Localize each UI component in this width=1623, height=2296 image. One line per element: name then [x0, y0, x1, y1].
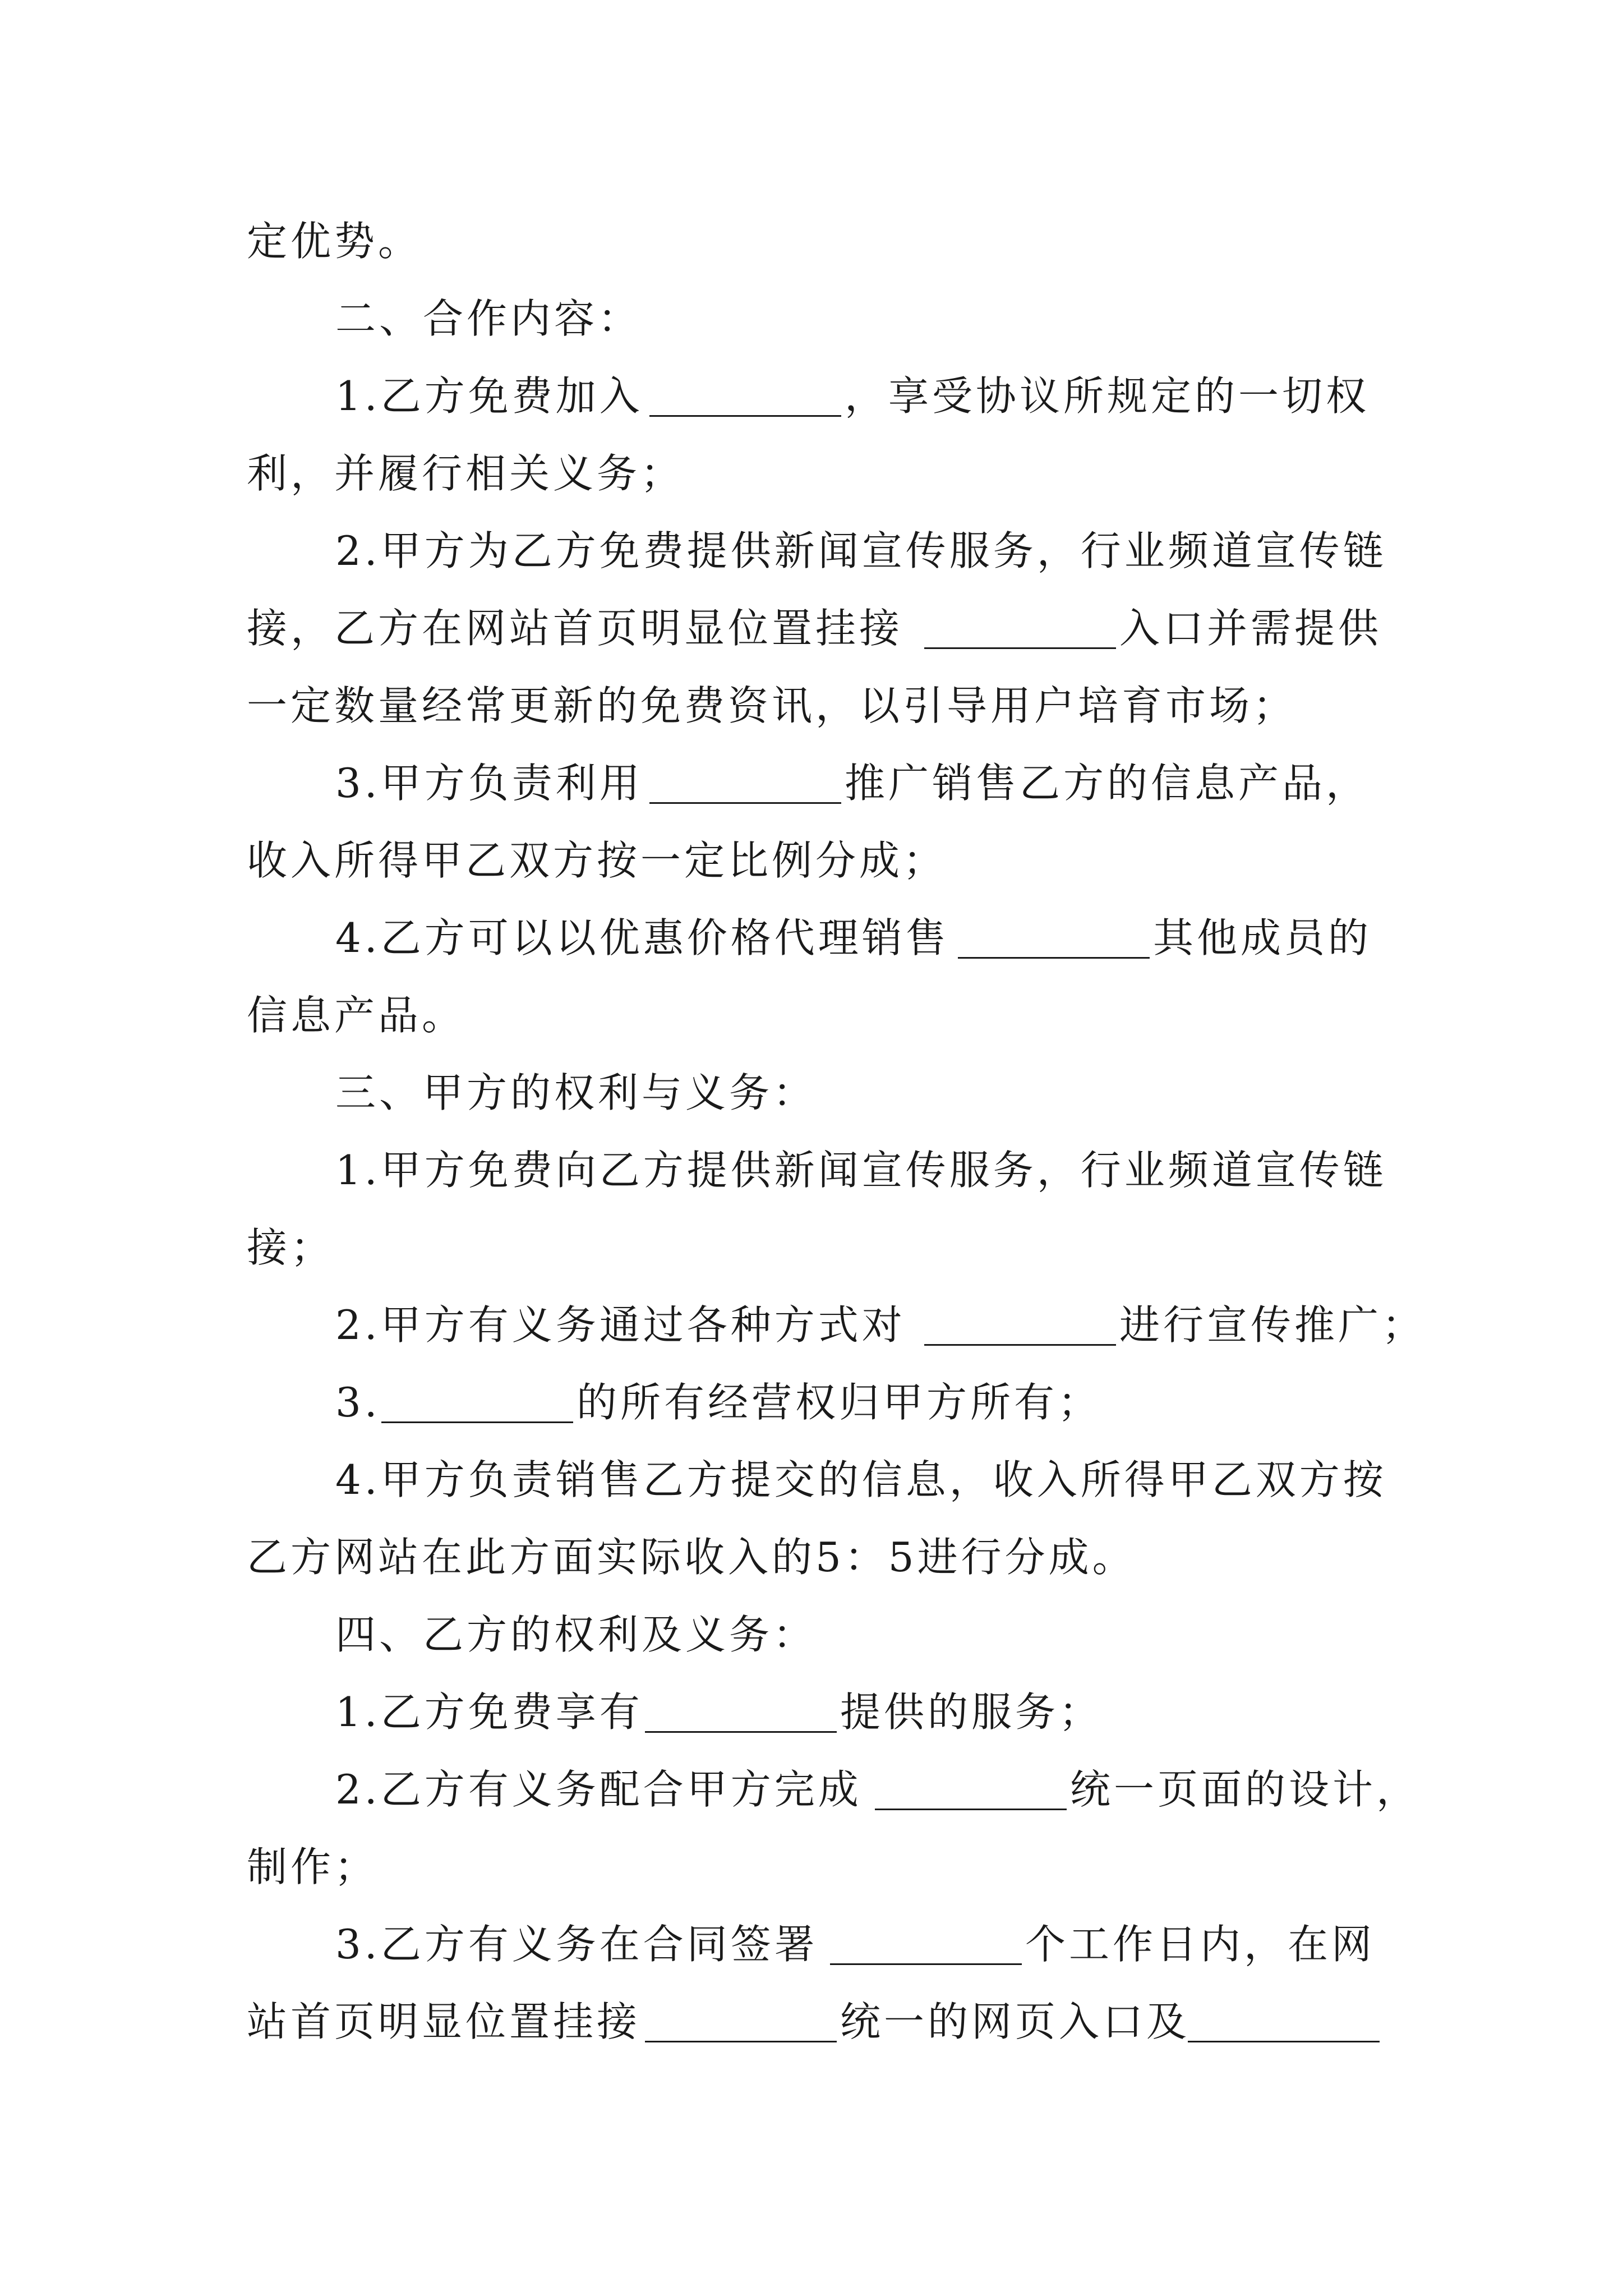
- text-line: [0, 1131, 1623, 1209]
- line-text: 其他成员的: [1153, 914, 1372, 961]
- line-text: 个工作日内，在网: [1025, 1921, 1376, 1968]
- line-text: 1.乙方免费享有: [335, 1688, 643, 1736]
- line-text: 接，乙方在网站首页明显位置挂接: [247, 605, 903, 652]
- line-text: 四、乙方的权利及义务：: [335, 1611, 817, 1658]
- line-text: 三、甲方的权利与义务：: [335, 1069, 817, 1116]
- line-text: 4.甲方负责销售乙方提交的信息，收入所得甲乙双方按: [335, 1456, 1387, 1503]
- text-line: [0, 357, 1623, 435]
- text-line: [0, 434, 1623, 513]
- fill-in-blank: [924, 1344, 1116, 1346]
- text-line: [0, 821, 1623, 900]
- text-line: [0, 1363, 1623, 1442]
- text-line: [0, 899, 1623, 977]
- fill-in-blank: [645, 1731, 837, 1733]
- line-text: 统一的网页入口及: [840, 1998, 1191, 2045]
- text-line: [0, 1673, 1623, 1751]
- text-line: [0, 976, 1623, 1055]
- line-text: 制作；: [247, 1843, 379, 1890]
- fill-in-blank: [645, 2041, 837, 2042]
- text-line: [0, 1750, 1623, 1829]
- line-text: 站首页明显位置挂接: [247, 1998, 641, 2045]
- line-text: 乙方网站在此方面实际收入的5：5进行分成。: [247, 1534, 1136, 1581]
- line-text: 3.甲方负责利用: [335, 760, 643, 807]
- text-line: [0, 744, 1623, 822]
- text-line: [0, 1441, 1623, 1519]
- line-text: ，享受协议所规定的一切权: [845, 372, 1370, 420]
- section-heading: [0, 1595, 1623, 1674]
- line-text: 收入所得甲乙双方按一定比例分成；: [247, 837, 947, 884]
- text-line: [0, 1286, 1623, 1364]
- text-line: [0, 1905, 1623, 1984]
- line-text: 入口并需提供: [1119, 605, 1382, 652]
- fill-in-blank: [649, 802, 841, 804]
- fill-in-blank: [924, 647, 1116, 649]
- text-line: [0, 666, 1623, 745]
- text-line: [0, 589, 1623, 668]
- line-text: 2.甲方有义务通过各种方式对: [335, 1301, 906, 1349]
- section-heading: [0, 279, 1623, 358]
- line-text: 的所有经营权归甲方所有；: [577, 1379, 1102, 1426]
- text-line: [0, 202, 1623, 280]
- line-text: 2.甲方为乙方免费提供新闻宣传服务，行业频道宣传链: [335, 527, 1387, 574]
- line-text: 4.乙方可以以优惠价格代理销售: [335, 914, 949, 961]
- line-text: 二、合作内容：: [335, 295, 642, 342]
- text-line: [0, 1518, 1623, 1596]
- line-text: 推广销售乙方的信息产品，: [845, 760, 1370, 807]
- text-line: [0, 512, 1623, 590]
- text-line: [0, 1828, 1623, 1906]
- line-text: 进行宣传推广；: [1119, 1301, 1426, 1349]
- fill-in-blank: [649, 415, 841, 417]
- fill-in-blank: [381, 1421, 573, 1423]
- line-text: 利，并履行相关义务；: [247, 450, 685, 497]
- line-text: 1.甲方免费向乙方提供新闻宣传服务，行业频道宣传链: [335, 1147, 1387, 1194]
- fill-in-blank: [875, 1809, 1067, 1810]
- line-text: 统一页面的设计，: [1070, 1766, 1421, 1813]
- line-text: 一定数量经常更新的免费资讯，以引导用户培育市场；: [247, 682, 1297, 729]
- line-text: 提供的服务；: [840, 1688, 1103, 1736]
- line-text: 2.乙方有义务配合甲方完成: [335, 1766, 862, 1813]
- fill-in-blank: [1188, 2041, 1380, 2042]
- line-text: 接；: [247, 1224, 335, 1271]
- fill-in-blank: [958, 957, 1150, 959]
- line-text: 定优势。: [247, 218, 422, 265]
- text-line: [0, 1982, 1623, 2061]
- fill-in-blank: [830, 1963, 1022, 1965]
- line-text: 信息产品。: [247, 992, 466, 1039]
- line-text: 1.乙方免费加入: [335, 372, 643, 420]
- text-line: [0, 1208, 1623, 1287]
- line-text: 3.乙方有义务在合同签署: [335, 1921, 818, 1968]
- section-heading: [0, 1053, 1623, 1132]
- line-text: 3.: [335, 1379, 381, 1426]
